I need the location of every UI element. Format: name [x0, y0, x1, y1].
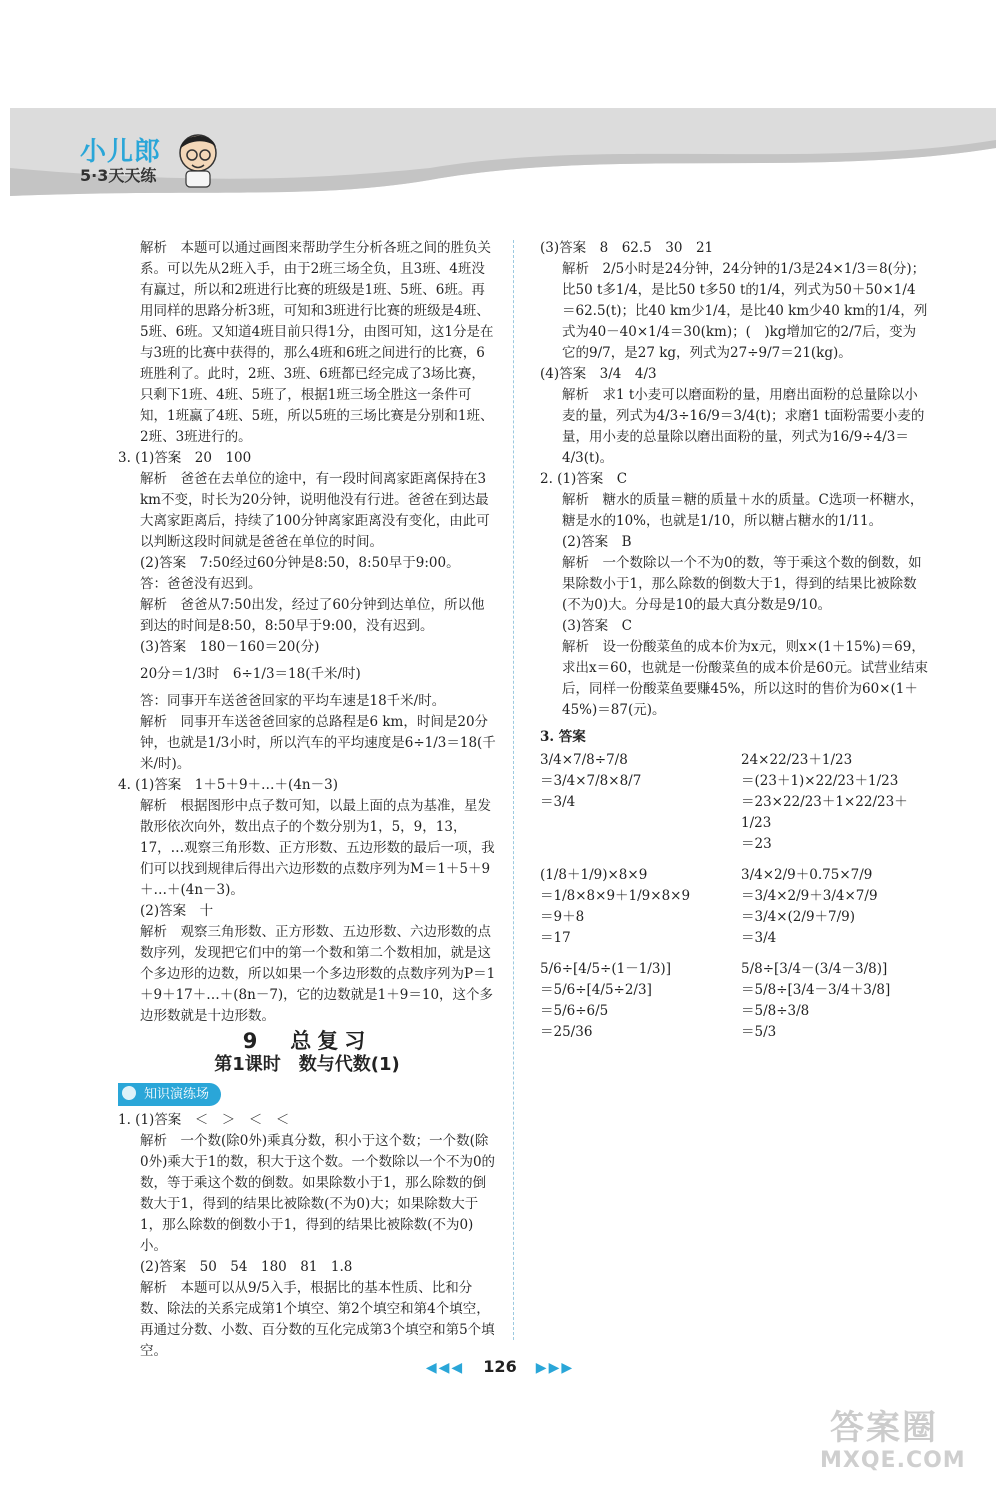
analysis-text: 解析 求1 t小麦可以磨面粉的量，用磨出面粉的总量除以小麦的量，列式为4/3÷16/9＝3/4(t)；求磨1 t面粉需要小麦的量，用小麦的总量除以磨出面粉的量，列式为16/9÷4/3＝4/3(t)。	[562, 387, 925, 466]
analysis-text: 解析 一个数除以一个不为0的数，等于乘这个数的倒数，如果除数小于1，那么除数的倒数大于1，得到的结果比被除数(不为0)大。分母是10的最大真分数是9/10。	[562, 555, 922, 613]
math-line: ＝17	[540, 930, 571, 946]
math-line: ＝5/6÷[4/5÷2/3]	[540, 982, 652, 998]
watermark	[800, 1400, 990, 1488]
math-line: ＝3/4×7/8×8/7	[540, 773, 642, 789]
question-2-3-answer: (3)答案 C	[562, 618, 632, 634]
page-number: 126	[483, 1357, 517, 1376]
watermark-url: MXQE.COM	[820, 1448, 966, 1473]
question-1-1-answer: 1. (1)答案 ＜ ＞ ＜ ＜	[118, 1112, 290, 1128]
question-3-label: 3. 答案	[540, 729, 586, 745]
prev-arrows-icon: ◀◀◀	[425, 1360, 465, 1376]
question-2-2-answer: (2)答案 B	[562, 534, 632, 550]
math-line: ＝5/3	[741, 1024, 777, 1040]
equation-block	[540, 865, 727, 949]
next-arrows-icon: ▶▶▶	[535, 1360, 575, 1376]
analysis-text: 解析 本题可以通过画图来帮助学生分析各班之间的胜负关系。可以先从2班入手，由于2班三场全负，且3班、4班没有赢过，所以和2班进行比赛的班级是1班、5班、6班。再用同样的思路分析3班，可知和3班进行比赛的班级是4班、5班、6班。又知道4班目前只得1分，由图可知，这1分是在与3班的比赛中获得的，那么4班和6班之间进行的比赛，6班胜利了。此时，2班、3班、6班都已经完成了3场比赛，只剩下1班、4班、5班了，根据1班三场全胜这一条件可知，1班赢了4班、5班，所以5班的三场比赛是分别和1班、2班、3班进行的。	[140, 240, 494, 445]
analysis-text: 解析 同事开车送爸爸回家的总路程是6 km，时间是20分钟，也就是1/3小时，所以汽车的平均速度是6÷1/3＝18(千米/时)。	[140, 714, 496, 772]
left-column	[118, 238, 496, 1362]
math-line: ＝5/8÷3/8	[741, 1003, 810, 1019]
page-footer	[0, 1357, 1000, 1376]
question-4-answer: (4)答案 3/4 4/3	[540, 366, 657, 382]
math-line: 3/4×7/8÷7/8	[540, 752, 628, 768]
math-line: ＝23×22/23＋1×22/23＋1/23	[741, 794, 908, 831]
math-line: ＝3/4×(2/9＋7/9)	[741, 909, 856, 925]
math-line: 3/4×2/9＋0.75×7/9	[741, 867, 873, 883]
math-line: 5/8÷[3/4－(3/4－3/8)]	[741, 961, 888, 977]
section-badge: 知识演练场	[118, 1083, 221, 1106]
watermark-text: 答案圈	[830, 1408, 938, 1448]
math-line: ＝3/4	[540, 794, 576, 810]
section-title: 9 总复习	[242, 1029, 372, 1053]
analysis-text: 解析 本题可以从9/5入手，根据比的基本性质、比和分数、除法的关系完成第1个填空、第2个填空和第4个填空，再通过分数、小数、百分数的互化完成第3个填空和第5个填空。	[140, 1280, 495, 1359]
math-line: ＝5/6÷6/5	[540, 1003, 609, 1019]
math-line: (1/8＋1/9)×8×9	[540, 867, 648, 883]
question-3-answer: (3)答案 8 62.5 30 21	[540, 240, 714, 256]
equation-block	[540, 959, 727, 1043]
lesson-title: 第1课时 数与代数(1)	[214, 1054, 400, 1075]
analysis-text: 解析 观察三角形数、正方形数、五边形数、六边形数的点数序列，发现把它们中的第一个数和第二个数相加，就是这个多边形的边数，所以如果一个多边形数的点数序列为P＝1＋9＋17＋…＋(8n－7)，它的边数就是1＋9＝10，这个多边形数就是十边形数。	[140, 924, 496, 1024]
answer-text: 答：爸爸没有迟到。	[140, 576, 262, 592]
question-4-2-answer: (2)答案 十	[140, 903, 214, 919]
math-line: ＝9＋8	[540, 909, 585, 925]
math-line: 24×22/23＋1/23	[741, 752, 853, 768]
math-line: 20分＝1/3时 6÷1/3＝18(千米/时)	[140, 666, 361, 682]
brand-name: 小儿郎	[80, 137, 162, 167]
column-divider	[513, 240, 514, 1340]
analysis-text: 解析 2/5小时是24分钟，24分钟的1/3是24×1/3＝8(分)；比50 t多1/4，是比50 t多50 t的1/4，列式为50＋50×1/4＝62.5(t)；比40 km少1/4，是比40 km少40 km的1/4，列式为40－40×1/4＝30(km)；( )kg增加它的2/7后，变为它的9/7，是27 kg，列式为27÷9/7＝21(kg)。	[562, 261, 928, 361]
question-2-1-answer: 2. (1)答案 C	[540, 471, 628, 487]
equation-block	[741, 750, 928, 855]
equation-grid	[540, 750, 928, 1043]
math-line: ＝5/8÷[3/4－3/4＋3/8]	[741, 982, 891, 998]
math-line: ＝1/8×8×9＋1/9×8×9	[540, 888, 691, 904]
mascot-icon	[172, 129, 224, 189]
analysis-text: 解析 根据图形中点子数可知，以最上面的点为基准，星发散形依次向外，数出点子的个数分别为1，5，9，13，17，…观察三角形数、正方形数、五边形数的最后一项，我们可以找到规律后得出六边形数的点数序列为M＝1＋5＋9＋…＋(4n－3)。	[140, 798, 495, 898]
equation-block	[741, 865, 928, 949]
analysis-text: 解析 糖水的质量＝糖的质量＋水的质量。C选项一杯糖水，糖是水的10%，也就是1/10，所以糖占糖水的1/11。	[562, 492, 924, 529]
analysis-text: 解析 设一份酸菜鱼的成本价为x元，则x×(1＋15%)＝69，求出x＝60，也就是一份酸菜鱼的成本价是60元。试营业结束后，同样一份酸菜鱼要赚45%，所以这时的售价为60×(1＋45%)＝87(元)。	[562, 639, 928, 718]
question-3-1-answer: 3. (1)答案 20 100	[118, 450, 252, 466]
math-line: ＝25/36	[540, 1024, 593, 1040]
question-3-2-answer: (2)答案 7:50经过60分钟是8:50，8:50早于9:00。	[140, 555, 460, 571]
question-1-2-answer: (2)答案 50 54 180 81 1.8	[140, 1259, 353, 1275]
brand-logo	[80, 125, 230, 205]
equation-block	[741, 959, 928, 1043]
brand-subtitle: 5·3天天练	[80, 166, 157, 185]
equation-block	[540, 750, 727, 855]
analysis-text: 解析 一个数(除0外)乘真分数，积小于这个数；一个数(除0外)乘大于1的数，积大于这个数。一个数除以一个不为0的数，等于乘这个数的倒数。如果除数小于1，那么除数的倒数大于1，得到的结果比被除数(不为0)大；如果除数大于1，那么除数的倒数小于1，得到的结果比被除数(不为0)小。	[140, 1133, 496, 1254]
math-line: ＝3/4	[741, 930, 777, 946]
question-4-1-answer: 4. (1)答案 1＋5＋9＋…＋(4n－3)	[118, 777, 338, 793]
math-line: ＝3/4×2/9＋3/4×7/9	[741, 888, 878, 904]
answer-text: 答：同事开车送爸爸回家的平均车速是18千米/时。	[140, 693, 446, 709]
math-line: ＝23	[741, 836, 772, 852]
analysis-text: 解析 爸爸从7:50出发，经过了60分钟到达单位，所以他到达的时间是8:50，8:50早于9:00，没有迟到。	[140, 597, 485, 634]
question-3-3-answer: (3)答案 180－160＝20(分)	[140, 639, 320, 655]
right-column	[540, 238, 928, 1043]
analysis-text: 解析 爸爸在去单位的途中，有一段时间离家距离保持在3 km不变，时长为20分钟，说明他没有行进。爸爸在到达最大离家距离后，持续了100分钟离家距离没有变化，由此可以判断这段时间就是爸爸在单位的时间。	[140, 471, 490, 550]
math-line: ＝(23＋1)×22/23＋1/23	[741, 773, 899, 789]
math-line: 5/6÷[4/5÷(1－1/3)]	[540, 961, 671, 977]
